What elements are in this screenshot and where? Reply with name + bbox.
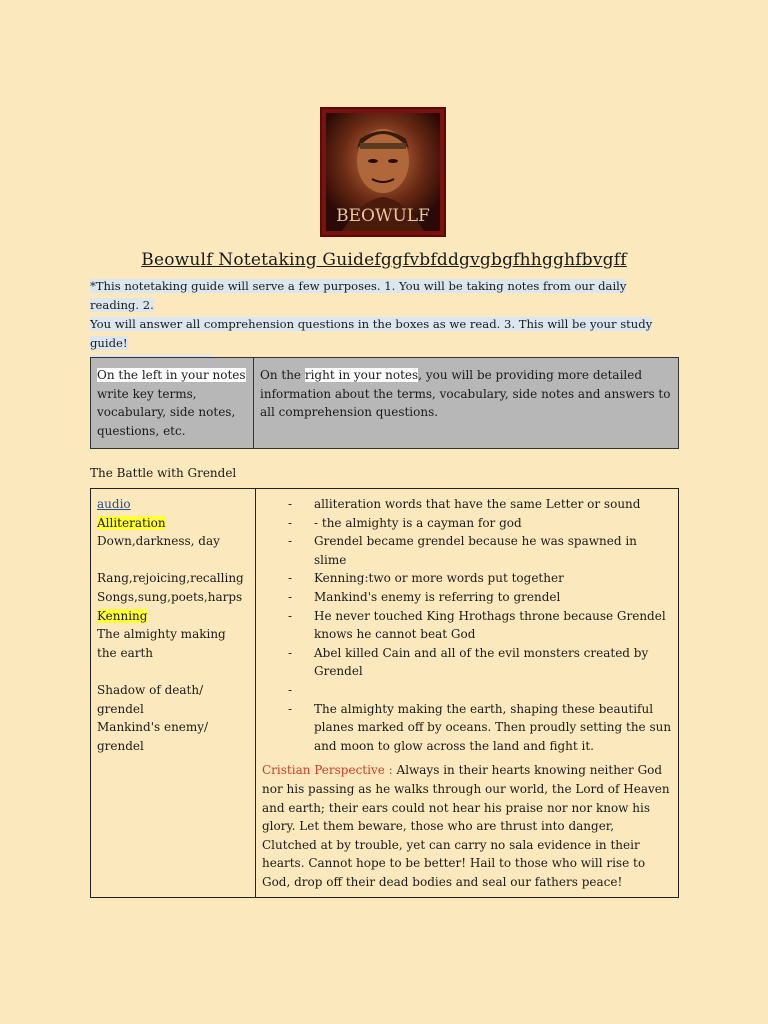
left-note-line[interactable] bbox=[97, 495, 249, 514]
left-note-text: Mankind's enemy/ bbox=[97, 720, 209, 735]
intro-line-2: You will answer all comprehension questions in the boxes as we read. 3. This will be your study guide! bbox=[90, 317, 653, 350]
note-bullet: - Kenning:two or more words put together bbox=[288, 569, 672, 588]
section-heading: The Battle with Grendel bbox=[90, 466, 237, 480]
left-note-text: the earth bbox=[97, 645, 154, 660]
left-note-text: Shadow of death/ bbox=[97, 682, 204, 697]
notes-right-column bbox=[256, 489, 679, 898]
intro-line-1: *This notetaking guide will serve a few purposes. 1. You will be taking notes from our daily reading. 2. bbox=[90, 279, 627, 312]
left-note-text: The almighty making bbox=[97, 627, 226, 642]
notes-table bbox=[90, 488, 679, 898]
note-bullet: - Abel killed Cain and all of the evil monsters created by Grendel bbox=[288, 644, 672, 681]
left-note-line bbox=[97, 737, 249, 756]
note-bullet bbox=[288, 681, 672, 700]
notes-bullet-list bbox=[262, 495, 672, 755]
cover-title-text: BEOWULF bbox=[336, 206, 430, 226]
left-note-text: Songs,sung,poets,harps bbox=[97, 589, 243, 604]
right-notes-highlight: right in your notes bbox=[304, 368, 419, 382]
left-note-line bbox=[97, 588, 249, 607]
perspective-label: Cristian Perspective : bbox=[262, 763, 393, 778]
left-note-line bbox=[97, 514, 249, 533]
left-note-text: Alliteration bbox=[97, 515, 166, 530]
left-note-line bbox=[97, 607, 249, 626]
note-bullet: - He never touched King Hrothags throne because Grendel knows he cannot beat God bbox=[288, 607, 672, 644]
perspective-text: Always in their hearts knowing neither God nor his passing as he walks through our world, the Lord of Heaven and earth; their ears could not hear his praise nor nor know his glory. Let them beware, those who are thrust into danger, Clutched at by trouble, yet can carry no sala evidence in their hearts. Cannot hope to be better! Hail to those who will rise to God, drop off their dead bodies and seal our fathers peace! bbox=[262, 763, 670, 889]
note-bullet: - alliteration words that have the same Letter or sound bbox=[288, 495, 672, 514]
left-notes-desc: write key terms, vocabulary, side notes, questions, etc. bbox=[97, 386, 236, 438]
left-note-line bbox=[97, 532, 249, 551]
notes-left-column bbox=[91, 489, 256, 898]
note-bullet: - The almighty making the earth, shaping these beautiful planes marked off by oceans. Then proudly setting the sun and moon to glow across the land and fight it. bbox=[288, 700, 672, 756]
left-note-line bbox=[97, 718, 249, 737]
left-note-line bbox=[97, 681, 249, 700]
left-note-line bbox=[97, 700, 249, 719]
beowulf-cover-image bbox=[320, 107, 446, 237]
left-note-text: grendel bbox=[97, 738, 144, 753]
instructions-right-cell bbox=[254, 358, 679, 449]
note-bullet: - - the almighty is a cayman for god bbox=[288, 514, 672, 533]
left-note-text: grendel bbox=[97, 701, 144, 716]
left-note-line bbox=[97, 569, 249, 588]
left-note-line bbox=[97, 662, 249, 681]
left-note-line bbox=[97, 625, 249, 644]
left-note-text: Rang,rejoicing,recalling bbox=[97, 571, 244, 586]
left-note-line bbox=[97, 644, 249, 663]
note-bullet: - Grendel became grendel because he was spawned in slime bbox=[288, 532, 672, 569]
left-note-line bbox=[97, 551, 249, 570]
document-title: Beowulf Notetaking Guidefggfvbfddgvgbgfhhgghfbvgff bbox=[141, 250, 627, 270]
right-notes-prefix: On the bbox=[260, 368, 305, 382]
left-notes-label: On the left in your notes bbox=[97, 368, 246, 382]
instructions-left-cell bbox=[91, 358, 254, 449]
left-note-text: Down,darkness, day bbox=[97, 534, 220, 549]
left-note-text: Kenning bbox=[97, 608, 148, 623]
perspective-paragraph bbox=[262, 761, 672, 891]
right-notes-desc: , you will be providing more detailed information about the terms, vocabulary, side notes and answers to all comprehension questions. bbox=[260, 368, 671, 419]
instructions-table bbox=[90, 357, 679, 449]
audio-link[interactable]: audio bbox=[97, 497, 131, 511]
note-bullet: - Mankind's enemy is referring to grendel bbox=[288, 588, 672, 607]
